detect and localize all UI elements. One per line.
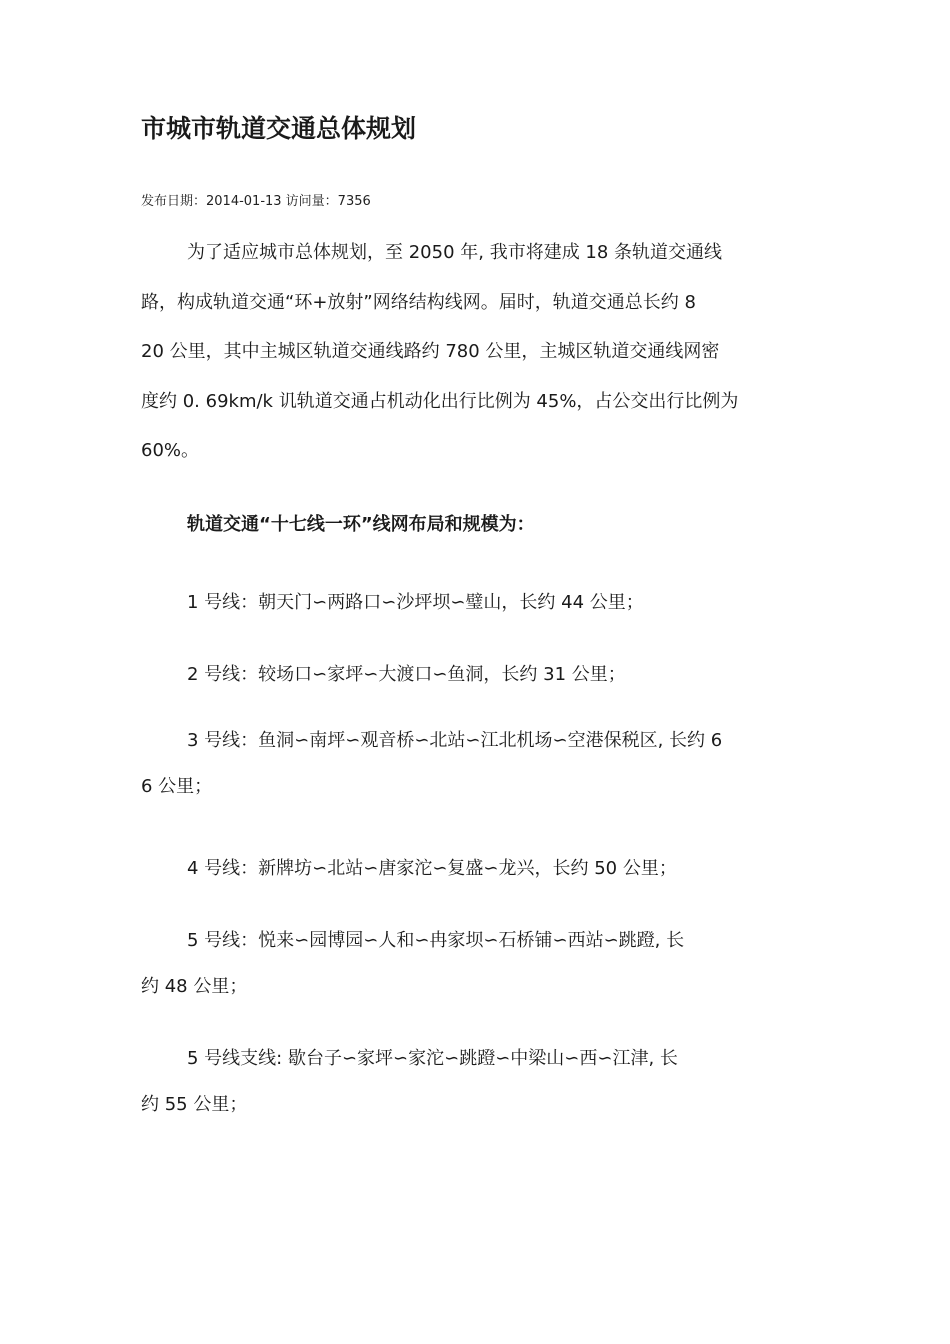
list-item — [141, 718, 821, 810]
list-item-text: 6 公里； — [141, 776, 213, 797]
list-item-text: 5 号线：悦来∽园博园∽人和∽冉家坝∽石桥铺∽西站∽跳蹬, 长 — [187, 930, 685, 951]
list-item — [141, 580, 821, 626]
list-item-text: 4 号线：新牌坊∽北站∽唐家沱∽复盛∽龙兴，长约 50 公里； — [187, 858, 677, 879]
list-item — [141, 652, 821, 698]
list-item — [141, 1036, 821, 1128]
intro-line: 路，构成轨道交通“环+放射”网络结构线网。届时，轨道交通总长约 8 — [141, 291, 696, 313]
list-item-text: 1 号线：朝天门∽两路口∽沙坪坝∽璧山，长约 44 公里； — [187, 592, 644, 613]
intro-line: 20 公里，其中主城区轨道交通线路约 780 公里，主城区轨道交通线网密 — [141, 341, 720, 362]
list-item-text: 5 号线支线: 歇台子∽家坪∽家沱∽跳蹬∽中梁山∽西∽江津, 长 — [187, 1048, 678, 1069]
article-meta: 发布日期：2014-01-13 访问量：7356 — [141, 194, 371, 209]
list-item — [141, 846, 821, 892]
article-title: 市城市轨道交通总体规划 — [141, 114, 417, 143]
list-item — [141, 918, 821, 1010]
section-heading: 轨道交通“十七线一环”线网布局和规模为： — [187, 514, 535, 535]
intro-line: 60%。 — [141, 440, 200, 461]
intro-line: 为了适应城市总体规划，至 2050 年, 我市将建成 18 条轨道交通线 — [187, 242, 723, 263]
list-item-text: 约 48 公里； — [141, 976, 248, 997]
list-item-text: 2 号线：较场口∽家坪∽大渡口∽鱼洞，长约 31 公里； — [187, 664, 626, 685]
intro-line: 度约 0. 69km/k 讥轨道交通占机动化出行比例为 45%，占公交出行比例为 — [141, 390, 739, 412]
list-item-text: 3 号线：鱼洞∽南坪∽观音桥∽北站∽江北机场∽空港保税区, 长约 6 — [187, 730, 723, 751]
intro-paragraph — [141, 228, 809, 476]
list-item-text: 约 55 公里； — [141, 1094, 248, 1115]
